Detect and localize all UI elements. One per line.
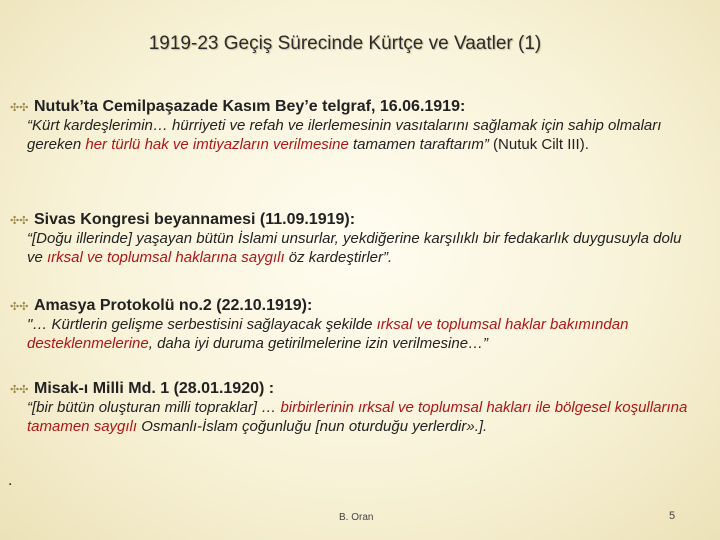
ornament-icon: ✣✣: [10, 102, 29, 114]
list-item: [10, 211, 710, 267]
list-item: [10, 380, 710, 436]
highlighted-text: her türlü hak ve imtiyazların verilmesine: [85, 136, 349, 153]
item-heading: Nutuk’ta Cemilpaşazade Kasım Bey’e telgraf, 16.06.1919:: [34, 98, 466, 115]
item-quote: “Kürt kardeşlerimin… hürriyeti ve refah ve ilerlemesinin vasıtalarını sağlamak için sahip olmaları gereken her türlü hak ve imtiyazların verilmesine tamamen taraftarım” (Nutuk Cilt III).: [27, 117, 662, 153]
item-quote: “[bir bütün oluşturan milli topraklar] … birbirlerinin ırksal ve toplumsal hakları ile bölgesel koşullarına tamamen saygılı Osmanlı-İslam çoğunluğu [nun oturduğu yerlerdir».].: [27, 399, 688, 435]
highlighted-text: birbirlerinin ırksal ve toplumsal hakları ile bölgesel koşullarına tamamen saygılı: [27, 399, 688, 435]
highlighted-text: ırksal ve toplumsal haklar bakımından desteklenmelerine: [27, 316, 629, 352]
highlighted-text: ırksal ve toplumsal haklarına saygılı: [47, 249, 285, 266]
slide-title: 1919-23 Geçiş Sürecinde Kürtçe ve Vaatler (1): [148, 33, 542, 54]
ornament-icon: ✣✣: [10, 215, 29, 227]
ornament-icon: ✣✣: [10, 384, 29, 396]
ornament-icon: ✣✣: [10, 301, 29, 313]
list-item: [10, 98, 710, 154]
footer-author: B. Oran: [339, 512, 374, 523]
item-quote: "… Kürtlerin gelişme serbestisini sağlayacak şekilde ırksal ve toplumsal haklar bakımından desteklenmelerine, daha iyi duruma getirilmelerine izin verilmesine…”: [27, 316, 629, 352]
page-number: 5: [669, 510, 676, 522]
item-heading: Amasya Protokolü no.2 (22.10.1919):: [34, 297, 313, 314]
stray-bullet: .: [8, 472, 13, 489]
list-item: [10, 297, 710, 353]
item-heading: Sivas Kongresi beyannamesi (11.09.1919):: [34, 211, 356, 228]
item-quote: “[Doğu illerinde] yaşayan bütün İslami unsurlar, yekdiğerine karşılıklı bir fedakarlık duygusuyla dolu ve ırksal ve toplumsal haklarına saygılı öz kardeştirler”.: [27, 230, 682, 266]
item-heading: Misak-ı Milli Md. 1 (28.01.1920) :: [34, 380, 275, 397]
